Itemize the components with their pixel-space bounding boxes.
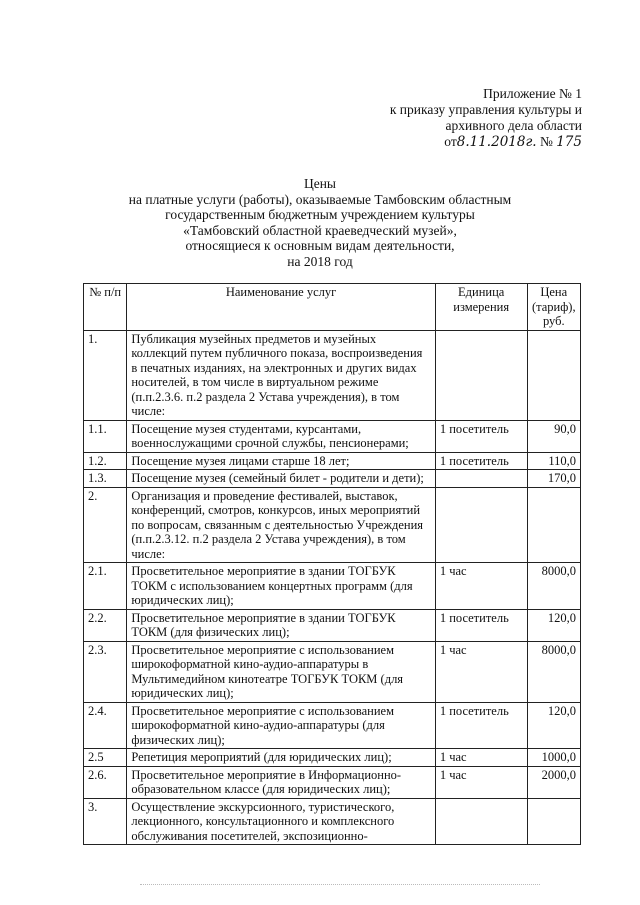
- table-row: [84, 420, 581, 452]
- row-num: 2.5: [84, 749, 127, 767]
- row-price: 8000,0: [527, 641, 580, 702]
- row-unit: 1 посетитель: [435, 702, 527, 749]
- row-name: Осуществление экскурсионного, туристического, лекционного, консультационного и комплексного обслуживания посетителей, экспозиционно-: [127, 798, 435, 845]
- appendix-date-line: [390, 134, 582, 150]
- row-unit: 1 час: [435, 749, 527, 767]
- row-name: Репетиция мероприятий (для юридических лиц);: [127, 749, 435, 767]
- table-row: [84, 452, 581, 470]
- header-price: Цена (тариф), руб.: [527, 284, 580, 331]
- row-price: 120,0: [527, 609, 580, 641]
- row-price: 90,0: [527, 420, 580, 452]
- row-name: Просветительное мероприятие с использованием широкоформатной кино-аудио-аппаратуры (для физических лиц);: [127, 702, 435, 749]
- table-row: [84, 798, 581, 845]
- table-row: [84, 702, 581, 749]
- row-price: [527, 330, 580, 420]
- row-name: Просветительное мероприятие в Информационно-образовательном классе (для юридических лиц);: [127, 766, 435, 798]
- row-unit: 1 посетитель: [435, 452, 527, 470]
- heading-title: Цены: [303, 176, 337, 191]
- row-price: 120,0: [527, 702, 580, 749]
- row-unit: 1 час: [435, 766, 527, 798]
- row-name: Просветительное мероприятие в здании ТОГБУК ТОКМ с использованием концертных программ (для юридических лиц);: [127, 563, 435, 610]
- number-prefix: №: [539, 134, 553, 149]
- row-unit: [435, 330, 527, 420]
- appendix-department-line: архивного дела области: [445, 118, 582, 133]
- handwritten-date: 8.11.2018г.: [456, 134, 537, 150]
- heading-line-2: на платные услуги (работы), оказываемые Тамбовским областным: [128, 191, 512, 207]
- header-unit: Единица измерения: [435, 284, 527, 331]
- row-num: 1.: [84, 330, 127, 420]
- heading-line-4: «Тамбовский областной краеведческий музей»,: [183, 222, 457, 238]
- handwritten-number: 175: [556, 134, 582, 150]
- document-heading: [0, 176, 640, 269]
- table-row: [84, 563, 581, 610]
- row-num: 1.2.: [84, 452, 127, 470]
- date-prefix: от: [444, 134, 457, 149]
- row-price: 8000,0: [527, 563, 580, 610]
- row-unit: 1 посетитель: [435, 420, 527, 452]
- row-name: Посещение музея студентами, курсантами, военнослужащими срочной службы, пенсионерами;: [127, 420, 435, 452]
- table-row: [84, 487, 581, 563]
- row-name: Посещение музея лицами старше 18 лет;: [127, 452, 435, 470]
- heading-line-6: на 2018 год: [287, 253, 353, 269]
- appendix-title: Приложение № 1: [483, 86, 582, 101]
- row-price: [527, 798, 580, 845]
- row-price: [527, 487, 580, 563]
- row-num: 2.: [84, 487, 127, 563]
- row-num: 1.1.: [84, 420, 127, 452]
- row-price: 110,0: [527, 452, 580, 470]
- table-row: [84, 641, 581, 702]
- row-name: Публикация музейных предметов и музейных коллекций путем публичного показа, воспроизведения в печатных изданиях, на электронных и других видах носителей, в том числе в виртуальном режиме (п.п.2.3.6. п.2 раздела 2 Устава учреждения), в том числе:: [127, 330, 435, 420]
- table-row: [84, 766, 581, 798]
- appendix-block: [390, 86, 582, 150]
- row-num: 1.3.: [84, 470, 127, 488]
- price-table: [83, 283, 581, 845]
- appendix-order-line: к приказу управления культуры и: [389, 102, 582, 117]
- row-unit: [435, 470, 527, 488]
- table-row: [84, 749, 581, 767]
- row-price: 2000,0: [527, 766, 580, 798]
- heading-line-3: государственным бюджетным учреждением культуры: [165, 207, 475, 222]
- scan-footer-marks: [140, 884, 540, 886]
- row-num: 2.3.: [84, 641, 127, 702]
- row-unit: 1 посетитель: [435, 609, 527, 641]
- header-num: № п/п: [84, 284, 127, 331]
- row-unit: [435, 798, 527, 845]
- row-name: Просветительное мероприятие в здании ТОГБУК ТОКМ (для физических лиц);: [127, 609, 435, 641]
- heading-line-5: относящиеся к основным видам деятельности,: [185, 238, 455, 253]
- row-unit: [435, 487, 527, 563]
- row-num: 3.: [84, 798, 127, 845]
- row-name: Просветительное мероприятие с использованием широкоформатной кино-аудио-аппаратуры в Мультимедийном кинотеатре ТОГБУК ТОКМ (для юридических лиц);: [127, 641, 435, 702]
- table-header-row: [84, 284, 581, 331]
- table-row: [84, 470, 581, 488]
- row-name: Организация и проведение фестивалей, выставок, конференций, смотров, конкурсов, иных мероприятий по вопросам, связанным с деятельностью Учреждения (п.п.2.3.12. п.2 раздела 2 Устава учреждения), в том числе:: [127, 487, 435, 563]
- table-row: [84, 330, 581, 420]
- row-unit: 1 час: [435, 563, 527, 610]
- row-num: 2.4.: [84, 702, 127, 749]
- row-num: 2.1.: [84, 563, 127, 610]
- table-row: [84, 609, 581, 641]
- row-price: 170,0: [527, 470, 580, 488]
- row-name: Посещение музея (семейный билет - родители и дети);: [127, 470, 435, 488]
- row-num: 2.2.: [84, 609, 127, 641]
- header-name: Наименование услуг: [127, 284, 435, 331]
- row-price: 1000,0: [527, 749, 580, 767]
- row-unit: 1 час: [435, 641, 527, 702]
- row-num: 2.6.: [84, 766, 127, 798]
